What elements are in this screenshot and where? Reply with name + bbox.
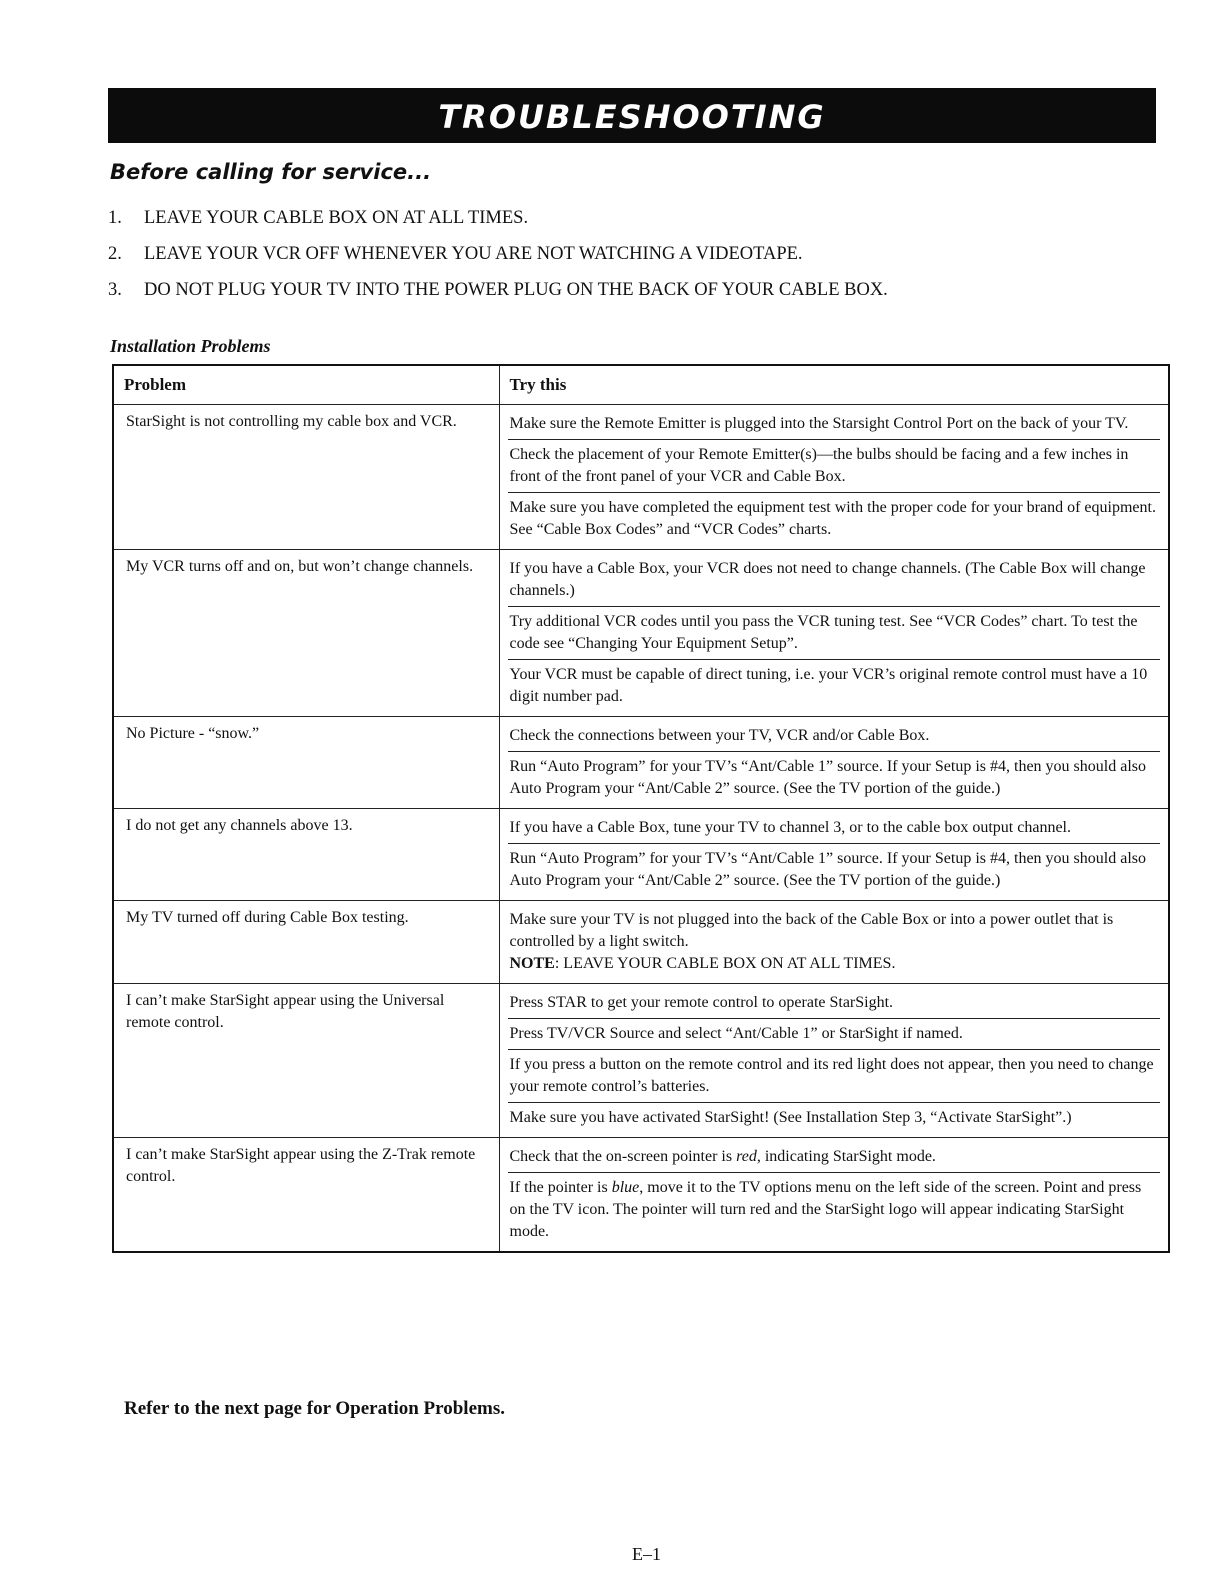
solution-text: , move it to the TV options menu on the left side of the screen. Point and press on the TV icon. The pointer will turn red and the StarSight logo will appear indicating StarSight mode. xyxy=(509,1179,1142,1240)
list-item xyxy=(108,236,888,272)
solution-cell xyxy=(499,717,1169,809)
solution-item: If you have a Cable Box, tune your TV to channel 3, or to the cable box output channel. xyxy=(509,819,1071,836)
solution-item: If you have a Cable Box, your VCR does not need to change channels. (The Cable Box will change channels.) xyxy=(509,560,1146,599)
solution-item: Check the connections between your TV, VCR and/or Cable Box. xyxy=(509,727,930,744)
header-problem: Problem xyxy=(113,365,499,405)
solution-item: Run “Auto Program” for your TV’s “Ant/Cable 1” source. If your Setup is #4, then you should also Auto Program your “Ant/Cable 2” source. (See the TV portion of the guide.) xyxy=(508,843,1161,896)
section-title: Installation Problems xyxy=(110,336,271,356)
list-item-number: 1. xyxy=(108,208,122,228)
title-banner xyxy=(108,88,1156,143)
solution-item: Run “Auto Program” for your TV’s “Ant/Cable 1” source. If your Setup is #4, then you should also Auto Program your “Ant/Cable 2” source. (See the TV portion of the guide.) xyxy=(508,751,1161,804)
list-item-number: 3. xyxy=(108,280,122,300)
table-header-row xyxy=(113,365,1169,405)
list-item xyxy=(108,272,888,308)
solution-item: Make sure the Remote Emitter is plugged into the Starsight Control Port on the back of your TV. xyxy=(509,415,1129,432)
solution-text: , indicating StarSight mode. xyxy=(756,1148,936,1165)
page-title: TROUBLESHOOTING xyxy=(438,98,826,136)
solution-item: Press TV/VCR Source and select “Ant/Cable 1” or StarSight if named. xyxy=(508,1018,1161,1049)
solution-item xyxy=(508,1172,1161,1247)
page-number: E–1 xyxy=(632,1544,661,1564)
service-rules-list xyxy=(108,200,888,308)
solution-cell xyxy=(499,405,1169,550)
troubleshooting-table xyxy=(112,364,1170,1253)
solution-text: Make sure your TV is not plugged into the back of the Cable Box or into a power outlet that is controlled by a light switch. xyxy=(509,911,1114,950)
list-item-text: LEAVE YOUR CABLE BOX ON AT ALL TIMES. xyxy=(144,208,529,228)
solution-item xyxy=(508,905,1161,979)
table-row xyxy=(113,984,1169,1138)
subtitle: Before calling for service... xyxy=(110,160,432,184)
table-row xyxy=(113,1138,1169,1253)
list-item xyxy=(108,200,888,236)
problem-cell: No Picture - “snow.” xyxy=(113,717,499,809)
problem-cell: My VCR turns off and on, but won’t change channels. xyxy=(113,550,499,717)
solution-item: Your VCR must be capable of direct tuning, i.e. your VCR’s original remote control must have a 10 digit number pad. xyxy=(508,659,1161,712)
table-row xyxy=(113,809,1169,901)
list-item-text: DO NOT PLUG YOUR TV INTO THE POWER PLUG ON THE BACK OF YOUR CABLE BOX. xyxy=(144,280,888,300)
problem-cell: My TV turned off during Cable Box testing. xyxy=(113,901,499,984)
table-row xyxy=(113,550,1169,717)
list-item-text: LEAVE YOUR VCR OFF WHENEVER YOU ARE NOT WATCHING A VIDEOTAPE. xyxy=(144,244,803,264)
table-row xyxy=(113,717,1169,809)
note-text: : LEAVE YOUR CABLE BOX ON AT ALL TIMES. xyxy=(554,955,896,972)
solution-item: Try additional VCR codes until you pass the VCR tuning test. See “VCR Codes” chart. To test the code see “Changing Your Equipment Setup”. xyxy=(508,606,1161,659)
solution-cell xyxy=(499,809,1169,901)
problem-cell: StarSight is not controlling my cable box and VCR. xyxy=(113,405,499,550)
solution-item xyxy=(508,1142,1161,1172)
solution-text: Check that the on-screen pointer is xyxy=(509,1148,737,1165)
list-item-number: 2. xyxy=(108,244,122,264)
solution-cell xyxy=(499,1138,1169,1253)
solution-item: Make sure you have activated StarSight! (See Installation Step 3, “Activate StarSight”.) xyxy=(508,1102,1161,1133)
problem-cell: I do not get any channels above 13. xyxy=(113,809,499,901)
footer-note: Refer to the next page for Operation Problems. xyxy=(124,1398,505,1419)
header-try-this: Try this xyxy=(499,365,1169,405)
solution-item: Make sure you have completed the equipment test with the proper code for your brand of equipment. See “Cable Box Codes” and “VCR Codes” charts. xyxy=(508,492,1161,545)
problem-cell: I can’t make StarSight appear using the Z-Trak remote control. xyxy=(113,1138,499,1253)
solution-cell xyxy=(499,901,1169,984)
solution-item: Check the placement of your Remote Emitter(s)—the bulbs should be facing and a few inches in front of the front panel of your VCR and Cable Box. xyxy=(508,439,1161,492)
table-row xyxy=(113,901,1169,984)
emphasis-blue: blue xyxy=(611,1179,640,1196)
solution-cell xyxy=(499,984,1169,1138)
solution-item: Press STAR to get your remote control to operate StarSight. xyxy=(509,994,894,1011)
solution-text: If the pointer is xyxy=(509,1179,612,1196)
solution-cell xyxy=(499,550,1169,717)
emphasis-red: red xyxy=(736,1148,757,1165)
table-row xyxy=(113,405,1169,550)
problem-cell: I can’t make StarSight appear using the Universal remote control. xyxy=(113,984,499,1138)
solution-item: If you press a button on the remote control and its red light does not appear, then you need to change your remote control’s batteries. xyxy=(508,1049,1161,1102)
note-label: NOTE xyxy=(509,955,555,972)
